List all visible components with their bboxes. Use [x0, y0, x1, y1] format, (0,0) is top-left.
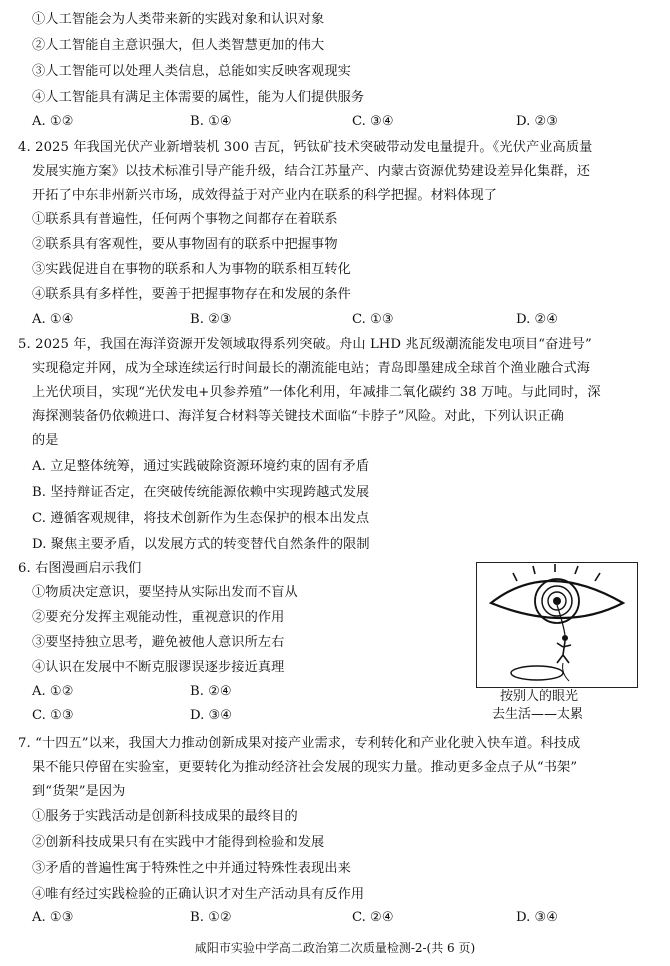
q6-option-a: A. ①②	[32, 684, 74, 699]
q5-option-d: D. 聚焦主要矛盾，以发展方式的转变替代自然条件的限制	[32, 537, 370, 552]
q4-option-d: D. ②④	[516, 312, 559, 327]
q7-item-3: ③矛盾的普遍性寓于特殊性之中并通过特殊性表现出来	[32, 861, 351, 876]
q7-stem-line-1: 7. “十四五”以来，我国大力推动创新成果对接产业需求，专利转化和产业化驶入快车道。科技成	[18, 736, 581, 751]
q3-item-4: ④人工智能具有满足主体需要的属性，能为人们提供服务	[32, 90, 365, 105]
q6-option-c: C. ①③	[32, 708, 74, 723]
q6-cartoon	[476, 562, 638, 688]
q3-item-3: ③人工智能可以处理人类信息，总能如实反映客观现实	[32, 64, 351, 79]
q6-item-1: ①物质决定意识，要坚持从实际出发而不盲从	[32, 585, 298, 600]
q6-item-3: ③要坚持独立思考，避免被他人意识所左右	[32, 635, 285, 650]
eye-cartoon-illustration	[477, 563, 637, 687]
q5-stem-line-4: 海探测装备仍依赖进口、海洋复合材料等关键技术面临“卡脖子”风险。对此，下列认识正确	[32, 409, 564, 424]
q7-stem-line-2: 果不能只停留在实验室，更要转化为推动经济社会发展的现实力量。推动更多金点子从“书架”	[32, 760, 578, 775]
q5-option-c: C. 遵循客观规律，将技术创新作为生态保护的根本出发点	[32, 511, 370, 526]
q3-options	[32, 110, 622, 134]
q6-option-b: B. ②④	[190, 684, 232, 699]
q4-item-1: ①联系具有普遍性，任何两个事物之间都存在着联系	[32, 212, 338, 227]
q6-item-2: ②要充分发挥主观能动性，重视意识的作用	[32, 610, 285, 625]
page-footer: 咸阳市实验中学高二政治第二次质量检测-2-(共 6 页)	[194, 941, 476, 955]
q7-item-1: ①服务于实践活动是创新科技成果的最终目的	[32, 809, 298, 824]
q6-item-4: ④认识在发展中不断克服谬误逐步接近真理	[32, 660, 285, 675]
q4-stem-line-3: 开拓了中东非州新兴市场，成效得益于对产业内在联系的科学把握。材料体现了	[32, 188, 498, 203]
q4-option-b: B. ②③	[190, 312, 232, 327]
q7-option-a: A. ①③	[32, 910, 74, 925]
q4-stem-line-2: 发展实施方案》以技术标准引导产能升级，结合江苏量产、内蒙古资源优势建设差异化集群，还	[32, 164, 591, 179]
q4-stem-line-1: 4. 2025 年我国光伏产业新增装机 300 吉瓦，钙钛矿技术突破带动发电量提升。《光伏产业高质量	[18, 140, 593, 155]
q3-item-2: ②人工智能自主意识强大，但人类智慧更加的伟大	[32, 38, 325, 53]
q5-option-a: A. 立足整体统筹，通过实践破除资源环境约束的固有矛盾	[32, 459, 370, 474]
q4-options	[32, 308, 622, 332]
q3-option-b: B. ①④	[190, 114, 232, 129]
q4-item-4: ④联系具有多样性，要善于把握事物存在和发展的条件	[32, 287, 351, 302]
q6-stem: 6. 右图漫画启示我们	[18, 561, 142, 576]
q7-option-d: D. ③④	[516, 910, 559, 925]
q3-option-c: C. ③④	[352, 114, 394, 129]
q4-item-2: ②联系具有客观性，要从事物固有的联系中把握事物	[32, 237, 338, 252]
q4-item-3: ③实践促进自在事物的联系和人为事物的联系相互转化	[32, 262, 351, 277]
q5-stem-line-2: 实现稳定并网，成为全球连续运行时间最长的潮流能电站；青岛即墨建成全球首个渔业融合式海	[32, 361, 591, 376]
q3-option-a: A. ①②	[32, 114, 74, 129]
q4-option-a: A. ①④	[32, 312, 74, 327]
q4-option-c: C. ①③	[352, 312, 394, 327]
q6-options-row-2	[32, 704, 332, 728]
q3-item-1: ①人工智能会为人类带来新的实践对象和认识对象	[32, 12, 325, 27]
cartoon-caption-line-1: 按别人的眼光	[500, 689, 579, 704]
q7-options	[32, 906, 622, 930]
q6-options-row-1	[32, 680, 332, 704]
q7-option-b: B. ①②	[190, 910, 232, 925]
cartoon-caption-line-2: 去生活——太累	[492, 707, 584, 722]
q7-item-2: ②创新科技成果只有在实践中才能得到检验和发展	[32, 835, 325, 850]
q5-option-b: B. 坚持辩证否定，在突破传统能源依赖中实现跨越式发展	[32, 485, 370, 500]
q5-stem-line-3: 上光伏项目，实现“光伏发电+贝参养殖”一体化利用，年减排二氧化碳约 38 万吨。与此同时，深	[32, 385, 601, 400]
q7-option-c: C. ②④	[352, 910, 394, 925]
q7-item-4: ④唯有经过实践检验的正确认识才对生产活动具有反作用	[32, 887, 365, 902]
q6-option-d: D. ③④	[190, 708, 233, 723]
q5-stem-line-1: 5. 2025 年，我国在海洋资源开发领域取得系列突破。舟山 LHD 兆瓦级潮流能发电项目“奋进号”	[18, 337, 592, 352]
q7-stem-line-3: 到“货架”是因为	[32, 784, 126, 799]
q3-option-d: D. ②③	[516, 114, 559, 129]
q5-stem-line-5: 的是	[32, 433, 59, 448]
